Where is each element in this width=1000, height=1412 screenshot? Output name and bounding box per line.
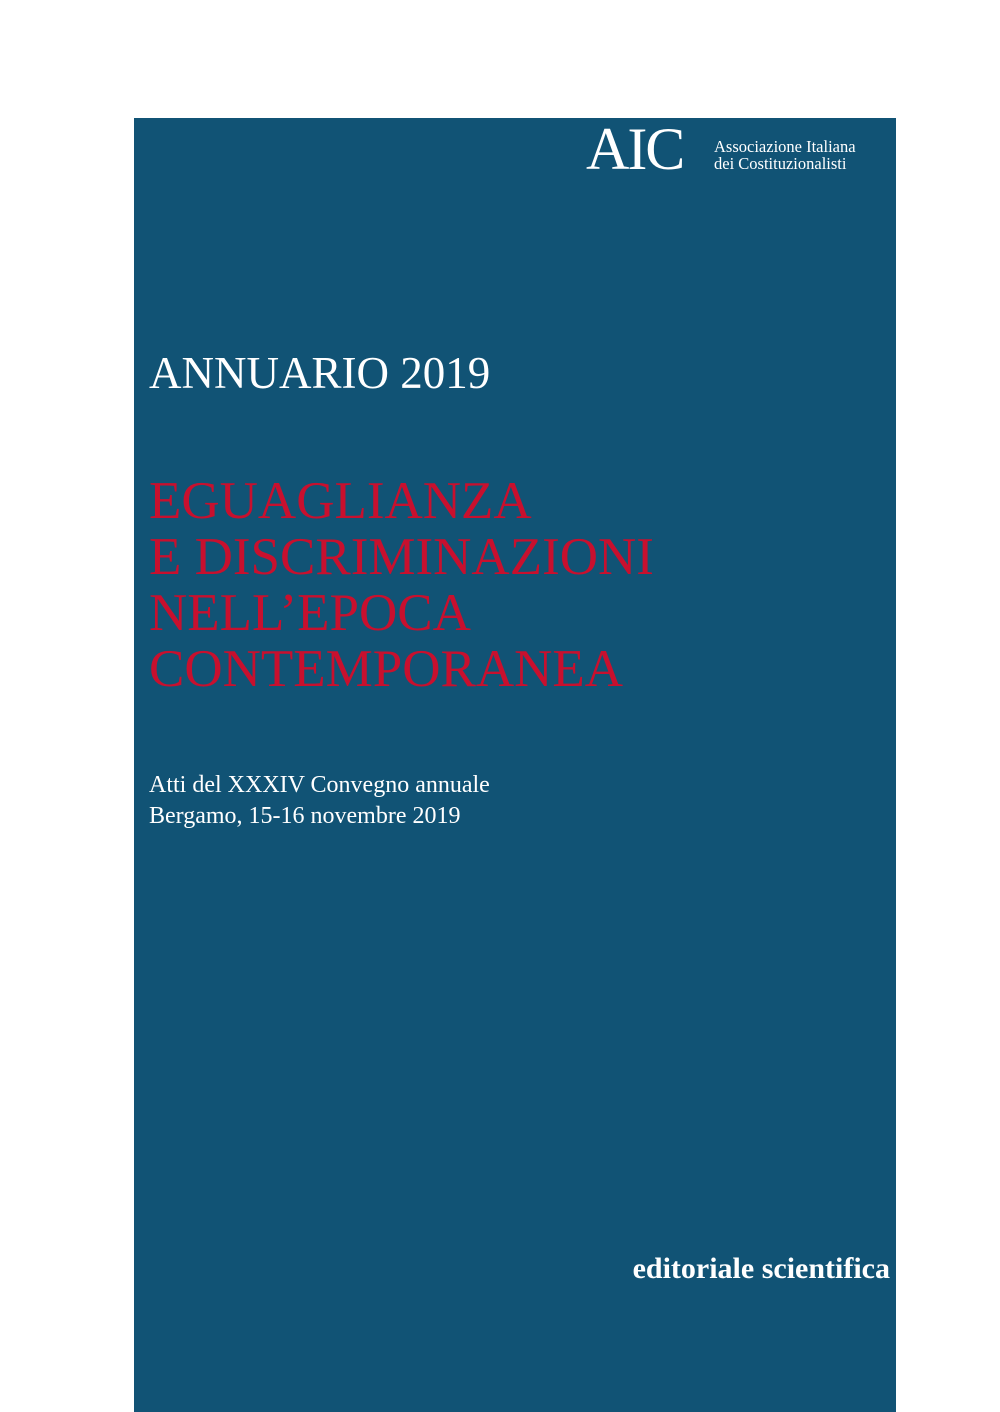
publisher-name: editoriale scientifica — [632, 1252, 890, 1285]
title-line: E DISCRIMINAZIONI — [149, 528, 654, 586]
book-cover — [134, 118, 896, 1412]
aic-logo-line-1: Associazione Italiana — [714, 137, 856, 156]
book-subtitle — [149, 770, 490, 832]
series-label: ANNUARIO 2019 — [149, 348, 491, 398]
aic-logo — [586, 118, 896, 188]
title-line: NELL’EPOCA — [149, 584, 471, 642]
subtitle-line-2: Bergamo, 15-16 novembre 2019 — [149, 803, 461, 829]
aic-logo-mark: AIC — [586, 116, 684, 182]
title-line: CONTEMPORANEA — [149, 640, 624, 698]
aic-logo-text — [714, 138, 856, 172]
book-title — [149, 473, 654, 697]
title-line: EGUAGLIANZA — [149, 472, 532, 530]
subtitle-line-1: Atti del XXXIV Convegno annuale — [149, 772, 490, 798]
aic-logo-line-2: dei Costituzionalisti — [714, 154, 847, 173]
